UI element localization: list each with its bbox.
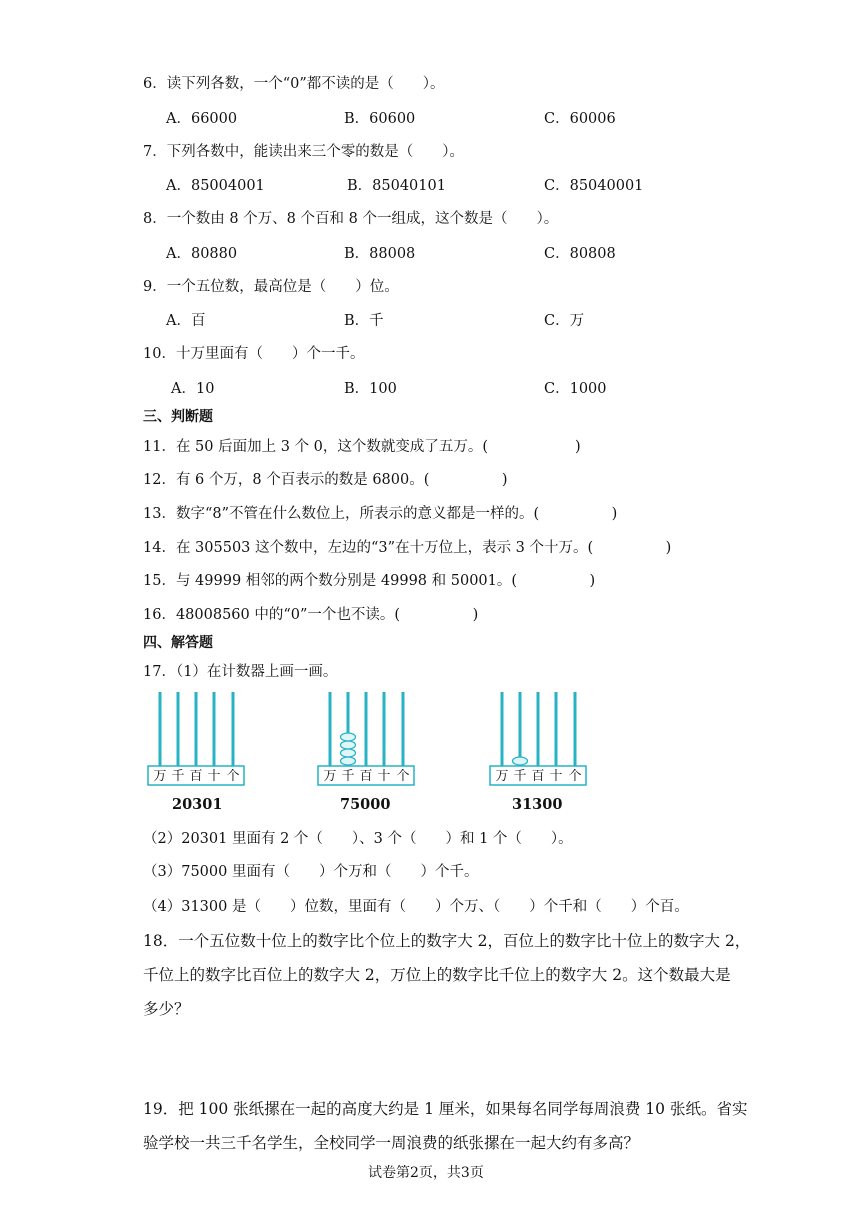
abacus-place-label: 百 xyxy=(359,769,373,784)
question-8-option-c: C．80808 xyxy=(544,246,616,262)
question-17-part-3: （3）75000 里面有（ ）个万和（ ）个千。 xyxy=(143,864,479,880)
question-14: 14．在 305503 这个数中，左边的“3”在十万位上，表示 3 个十万。( ) xyxy=(143,540,672,556)
abacus-place-label: 十 xyxy=(207,769,221,784)
abacus-rod xyxy=(537,692,540,766)
abacus-rod xyxy=(555,692,558,766)
abacus-label-31300: 31300 xyxy=(512,796,563,813)
question-17-intro: 17．（1）在计数器上画一画。 xyxy=(143,664,338,680)
question-7-stem: 7．下列各数中，能读出来三个零的数是（ ）。 xyxy=(143,144,464,160)
abacus-rod xyxy=(501,692,504,766)
abacus-rod xyxy=(213,692,216,766)
abacus-rod xyxy=(232,692,235,766)
question-6-stem: 6．读下列各数，一个“0”都不读的是（ ）。 xyxy=(143,76,445,92)
question-12: 12．有 6 个万，8 个百表示的数是 6800。( ) xyxy=(143,472,508,488)
abacus-rod xyxy=(159,692,162,766)
question-16: 16．48008560 中的“0”一个也不读。( ) xyxy=(143,607,479,623)
question-6-option-b: B．60600 xyxy=(344,111,416,127)
question-7-option-c: C．85040001 xyxy=(544,178,644,194)
question-10-option-a: A．10 xyxy=(171,381,215,397)
abacus-rod xyxy=(383,692,386,766)
abacus-rod xyxy=(402,692,405,766)
question-10-stem: 10．十万里面有（ ）个一千。 xyxy=(143,346,365,362)
abacus-31300 xyxy=(482,690,592,788)
question-10-option-c: C．1000 xyxy=(544,381,607,397)
abacus-bead xyxy=(341,749,356,757)
page-footer: 试卷第2页，共3页 xyxy=(368,1165,484,1181)
abacus-place-label: 个 xyxy=(568,769,582,784)
abacus-label-75000: 75000 xyxy=(340,796,391,813)
question-9-option-c: C．万 xyxy=(544,313,585,329)
abacus-rod xyxy=(365,692,368,766)
abacus-place-label: 千 xyxy=(171,769,185,784)
abacus-rod xyxy=(177,692,180,766)
question-7-option-a: A．85004001 xyxy=(166,178,265,194)
abacus-bead xyxy=(341,741,356,749)
abacus-place-label: 万 xyxy=(495,769,509,784)
abacus-rod xyxy=(574,692,577,766)
abacus-place-label: 十 xyxy=(549,769,563,784)
abacus-place-label: 万 xyxy=(323,769,337,784)
abacus-place-label: 千 xyxy=(341,769,355,784)
abacus-label-20301: 20301 xyxy=(172,796,223,813)
question-18-line-3: 多少？ xyxy=(143,1000,190,1018)
abacus-place-label: 个 xyxy=(226,769,240,784)
question-7-option-b: B．85040101 xyxy=(347,178,446,194)
question-19-line-1: 19．把 100 张纸摞在一起的高度大约是 1 厘米，如果每名同学每周浪费 10 张纸。省实 xyxy=(143,1100,748,1118)
abacus-75000 xyxy=(310,690,420,788)
abacus-place-label: 个 xyxy=(396,769,410,784)
section-heading-judgement: 三、判断题 xyxy=(143,409,213,425)
abacus-place-label: 百 xyxy=(531,769,545,784)
question-17-part-2: （2）20301 里面有 2 个（ ）、3 个（ ）和 1 个（ ）。 xyxy=(143,831,573,847)
section-heading-problems: 四、解答题 xyxy=(143,635,213,651)
question-15: 15．与 49999 相邻的两个数分别是 49998 和 50001。( ) xyxy=(143,573,596,589)
question-6-option-a: A．66000 xyxy=(166,111,238,127)
abacus-rod xyxy=(519,692,522,766)
question-8-option-a: A．80880 xyxy=(166,246,238,262)
abacus-place-label: 万 xyxy=(153,769,167,784)
question-9-option-a: A．百 xyxy=(166,313,206,329)
question-9-stem: 9．一个五位数，最高位是（ ）位。 xyxy=(143,279,399,295)
abacus-place-label: 千 xyxy=(513,769,527,784)
question-18-line-1: 18．一个五位数十位上的数字比个位上的数字大 2，百位上的数字比十位上的数字大 2， xyxy=(143,932,751,950)
question-19-line-2: 验学校一共三千名学生，全校同学一周浪费的纸张摞在一起大约有多高？ xyxy=(143,1134,640,1152)
abacus-bead xyxy=(341,757,356,765)
abacus-bead xyxy=(341,733,356,741)
abacus-rod xyxy=(329,692,332,766)
abacus-place-label: 十 xyxy=(377,769,391,784)
abacus-20301 xyxy=(140,690,250,788)
question-10-option-b: B．100 xyxy=(344,381,397,397)
question-17-part-4: （4）31300 是（ ）位数，里面有（ ）个万、（ ）个千和（ ）个百。 xyxy=(143,899,689,915)
question-13: 13．数字“8”不管在什么数位上，所表示的意义都是一样的。( ) xyxy=(143,506,618,522)
question-18-line-2: 千位上的数字比百位上的数字大 2，万位上的数字比千位上的数字大 2。这个数最大是 xyxy=(143,966,731,984)
question-8-option-b: B．88008 xyxy=(344,246,416,262)
question-11: 11．在 50 后面加上 3 个 0，这个数就变成了五万。( ) xyxy=(143,439,581,455)
question-6-option-c: C．60006 xyxy=(544,111,616,127)
abacus-bead xyxy=(513,757,528,765)
question-8-stem: 8．一个数由 8 个万、8 个百和 8 个一组成，这个数是（ ）。 xyxy=(143,211,559,227)
question-9-option-b: B．千 xyxy=(344,313,384,329)
abacus-place-label: 百 xyxy=(189,769,203,784)
abacus-rod xyxy=(195,692,198,766)
